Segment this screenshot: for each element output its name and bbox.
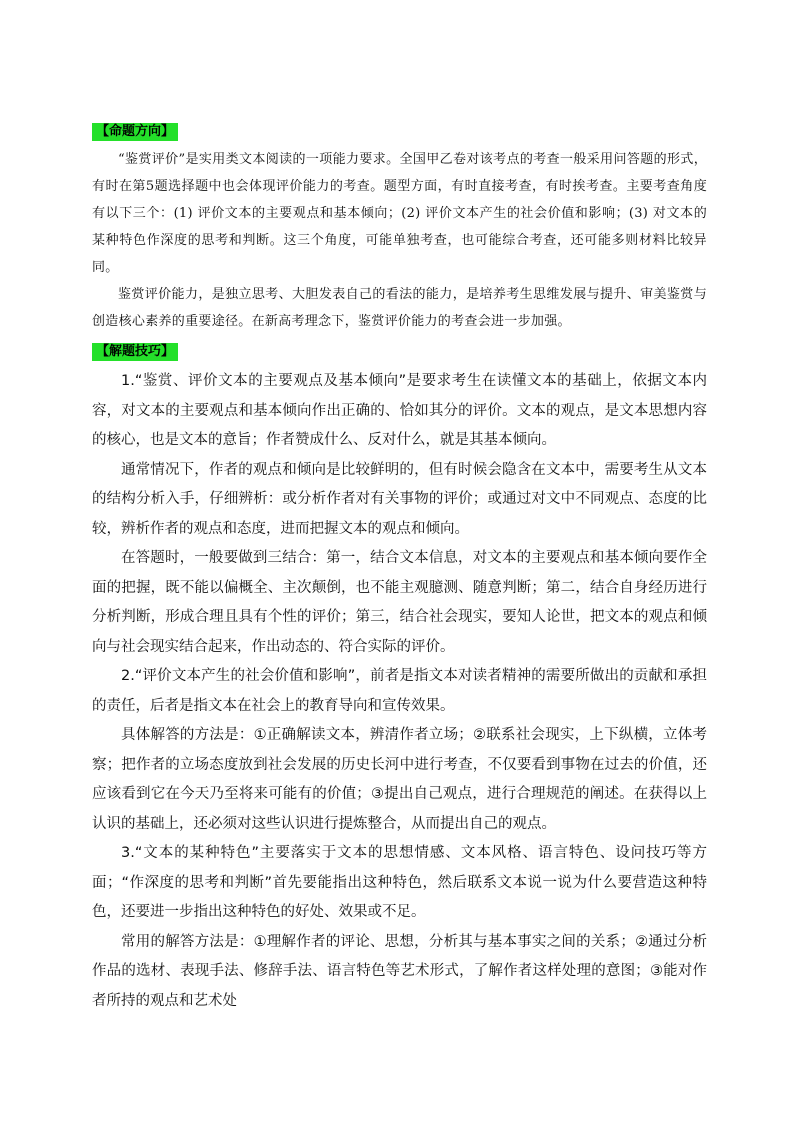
section-heading: 【命题方向】 — [92, 123, 178, 141]
section-proposition-direction — [92, 120, 707, 335]
section-solving-skills — [92, 340, 707, 1016]
paragraph: 3.“文本的某种特色”主要落实于文本的思想情感、文本风格、语言特色、设问技巧等方面；“作深度的思考和判断”首先要能指出这种特色，然后联系文本说一说为什么要营造这种特色，还要进一步指出这种特色的好处、效果或不足。 — [92, 845, 707, 920]
paragraph: 1.“鉴赏、评价文本的主要观点及基本倾向”是要求考生在读懂文本的基础上，依据文本内容，对文本的主要观点和基本倾向作出正确的、恰如其分的评价。文本的观点，是文本思想内容的核心，也是文本的意旨；作者赞成什么、反对什么，就是其基本倾向。 — [92, 373, 707, 448]
paragraph: 常用的解答方法是：①理解作者的评论、思想，分析其与基本事实之间的关系；②通过分析作品的选材、表现手法、修辞手法、语言特色等艺术形式，了解作者这样处理的意图；③能对作者所持的观点和艺术处 — [92, 933, 707, 1009]
paragraph: 鉴赏评价能力，是独立思考、大胆发表自己的看法的能力，是培养考生思维发展与提升、审美鉴赏与创造核心素养的重要途径。在新高考理念下，鉴赏评价能力的考查会进一步加强。 — [92, 287, 707, 329]
paragraph: “鉴赏评价”是实用类文本阅读的一项能力要求。全国甲乙卷对该考点的考查一般采用问答题的形式，有时在第5题选择题中也会体现评价能力的考查。题型方面，有时直接考查，有时挨考查。主要考查角度有以下三个：(1) 评价文本的主要观点和基本倾向；(2) 评价文本产生的社会价值和影响；(3) 对文本的某种特色作深度的思考和判断。这三个角度，可能单独考查，也可能综合考查，还可能多则材料比较异同。 — [92, 152, 707, 275]
section-heading: 【解题技巧】 — [92, 343, 178, 361]
paragraph: 通常情况下，作者的观点和倾向是比较鲜明的，但有时候会隐含在文本中，需要考生从文本的结构分析入手，仔细辨析：或分析作者对有关事物的评价；或通过对文中不同观点、态度的比较，辨析作者的观点和态度，进而把握文本的观点和倾向。 — [92, 461, 707, 537]
paragraph: 具体解答的方法是：①正确解读文本，辨清作者立场；②联系社会现实，上下纵横，立体考察；把作者的立场态度放到社会发展的历史长河中进行考查，不仅要看到事物在过去的价值，还应该看到它在今天乃至将来可能有的价值；③提出自己观点，进行合理规范的阐述。在获得以上认识的基础上，还必须对这些认识进行提炼整合，从而提出自己的观点。 — [92, 727, 707, 832]
paragraph: 2.“评价文本产生的社会价值和影响”，前者是指文本对读者精神的需要所做出的贡献和承担的责任，后者是指文本在社会上的教育导向和宣传效果。 — [92, 668, 707, 714]
paragraph: 在答题时，一般要做到三结合：第一，结合文本信息，对文本的主要观点和基本倾向要作全面的把握，既不能以偏概全、主次颠倒，也不能主观臆测、随意判断；第二，结合自身经历进行分析判断，形成合理且具有个性的评价；第三，结合社会现实，要知人论世，把文本的观点和倾向与社会现实结合起来，作出动态的、符合实际的评价。 — [92, 550, 707, 655]
